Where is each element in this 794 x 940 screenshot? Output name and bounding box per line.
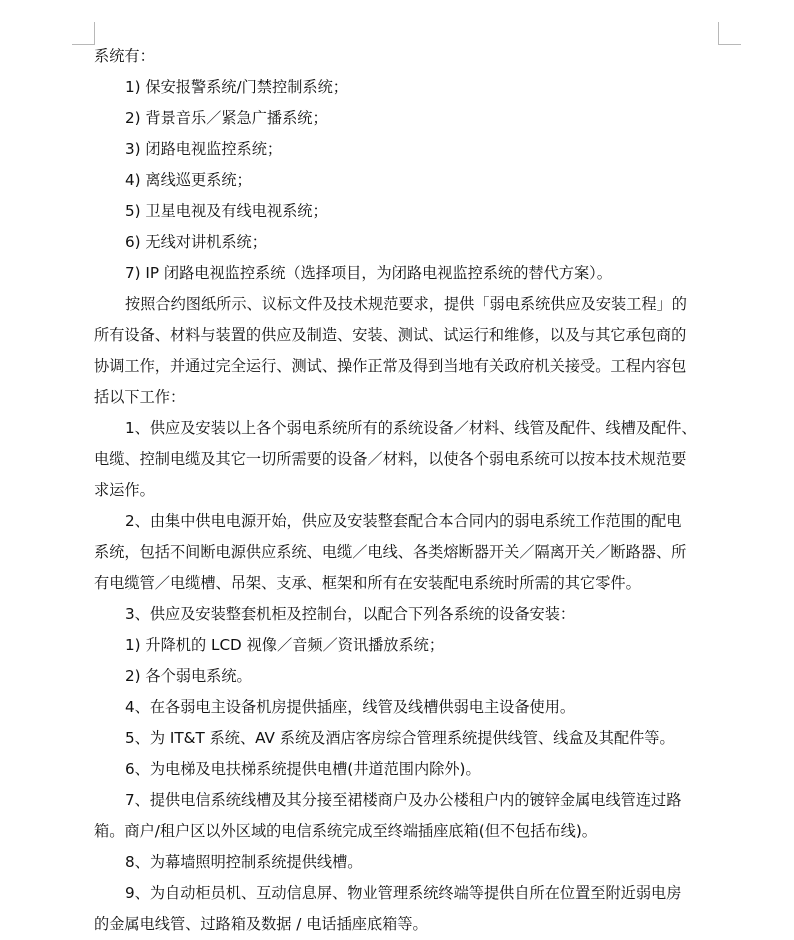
list-item: 1) 升降机的 LCD 视像／音频／资讯播放系统； (125, 636, 445, 654)
paragraph-line: 求运作。 (94, 481, 155, 499)
document-body[interactable] (94, 41, 726, 940)
list-item: 2) 各个弱电系统。 (125, 667, 252, 685)
list-item: 1) 保安报警系统/门禁控制系统； (125, 78, 348, 96)
list-item: 4) 离线巡更系统； (125, 171, 252, 189)
paragraph-line: 4、在各弱电主设备机房提供插座，线管及线槽供弱电主设备使用。 (125, 698, 576, 716)
top-left-crop-mark (72, 22, 95, 45)
list-item: 5) 卫星电视及有线电视系统； (125, 202, 328, 220)
paragraph-line: 有电缆管／电缆槽、吊架、支承、框架和所有在安装配电系统时所需的其它零件。 (94, 574, 641, 592)
list-item: 3) 闭路电视监控系统； (125, 140, 283, 158)
paragraph-line: 8、为幕墙照明控制系统提供线槽。 (125, 853, 363, 871)
paragraph-line: 协调工作，并通过完全运行、测试、操作正常及得到当地有关政府机关接受。工程内容包 (94, 357, 687, 375)
paragraph-line: 9、为自动柜员机、互动信息屏、物业管理系统终端等提供自所在位置至附近弱电房 (125, 884, 682, 902)
paragraph-line: 3、供应及安装整套机柜及控制台，以配合下列各系统的设备安装： (125, 605, 576, 623)
paragraph-line: 按照合约图纸所示、议标文件及技术规范要求，提供「弱电系统供应及安装工程」的 (125, 295, 687, 313)
paragraph-line: 7、提供电信系统线槽及其分接至裙楼商户及办公楼租户内的镀锌金属电线管连过路 (125, 791, 682, 809)
paragraph-line: 1、供应及安装以上各个弱电系统所有的系统设备／材料、线管及配件、线槽及配件、 (125, 419, 697, 437)
list-item: 7) IP 闭路电视监控系统（选择项目，为闭路电视监控系统的替代方案）。 (125, 264, 612, 282)
paragraph-line: 系统有： (94, 47, 155, 65)
paragraph-line: 括以下工作： (94, 388, 186, 406)
paragraph-line: 箱。商户/租户区以外区域的电信系统完成至终端插座底箱(但不包括布线)。 (94, 822, 597, 840)
paragraph-line: 电缆、控制电缆及其它一切所需要的设备／材料，以使各个弱电系统可以按本技术规范要 (94, 450, 687, 468)
paragraph-line: 2、由集中供电电源开始，供应及安装整套配合本合同内的弱电系统工作范围的配电 (125, 512, 682, 530)
paragraph-line: 6、为电梯及电扶梯系统提供电槽(井道范围内除外)。 (125, 760, 481, 778)
list-item: 2) 背景音乐／紧急广播系统； (125, 109, 328, 127)
paragraph-line: 5、为 IT&T 系统、AV 系统及酒店客房综合管理系统提供线管、线盒及其配件等。 (125, 729, 675, 747)
list-item: 6) 无线对讲机系统； (125, 233, 267, 251)
paragraph-line: 系统，包括不间断电源供应系统、电缆／电线、各类熔断器开关／隔离开关／断路器、所 (94, 543, 687, 561)
paragraph-line: 所有设备、材料与装置的供应及制造、安装、测试、试运行和维修，以及与其它承包商的 (94, 326, 687, 344)
paragraph-line: 的金属电线管、过路箱及数据 / 电话插座底箱等。 (94, 915, 428, 933)
